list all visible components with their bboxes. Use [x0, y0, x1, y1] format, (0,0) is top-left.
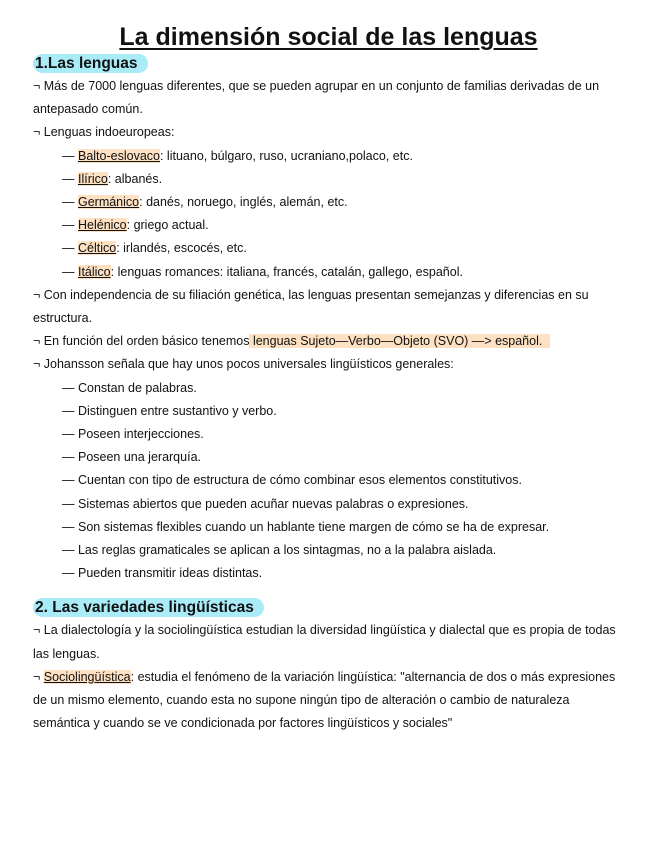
page-title: La dimensión social de las lenguas [119, 23, 538, 51]
paragraph-indoeuropean-label: ¬ Lenguas indoeuropeas: [33, 125, 175, 140]
paragraph-dialectology: ¬ La dialectología y la sociolingüística estudian la diversidad lingüística y dialectal que es propia de todas las lenguas. [33, 623, 616, 661]
family-term: Ilírico [77, 171, 108, 186]
family-term: Balto-eslovaco [77, 148, 160, 163]
family-term: Germánico [77, 195, 140, 210]
list-item: — Las reglas gramaticales se aplican a los sintagmas, no a la palabra aislada. [62, 539, 624, 562]
list-item: — Poseen interjecciones. [62, 423, 624, 446]
list-item: — Constan de palabras. [62, 377, 624, 400]
paragraph-intro: ¬ Más de 7000 lenguas diferentes, que se pueden agrupar en un conjunto de familias derivadas de un antepasado común. [33, 79, 600, 117]
highlight-svo: lenguas Sujeto—Verbo—Objeto (SVO) —> español. [249, 334, 550, 348]
paragraph-order: ¬ En función del orden básico tenemos lenguas Sujeto—Verbo—Objeto (SVO) —> español. [33, 330, 624, 353]
paragraph-johansson: ¬ Johansson señala que hay unos pocos universales lingüísticos generales: [33, 357, 454, 372]
list-item: — Pueden transmitir ideas distintas. [62, 562, 624, 585]
list-item: — Germánico: danés, noruego, inglés, alemán, etc. [62, 191, 624, 214]
family-list [33, 145, 624, 284]
list-item: — Poseen una jerarquía. [62, 446, 624, 469]
family-term: Itálico [77, 264, 111, 279]
list-item: — Ilírico: albanés. [62, 168, 624, 191]
family-term: Helénico [77, 218, 127, 233]
section-heading-1: 1.Las lenguas [33, 53, 624, 75]
paragraph-sociolinguistics: ¬ Sociolingüística: estudia el fenómeno de la variación lingüística: "alternancia de dos o más expresiones de un mismo elemento, cuando esta no supone ningún tipo de alteración o cambio de naturaleza semántica y cuando se ve condicionada por factores lingüísticos y sociales" [33, 669, 616, 731]
universals-list [33, 377, 624, 586]
section-heading-2: 2. Las variedades lingüísticas [33, 597, 624, 619]
list-item: — Itálico: lenguas romances: italiana, francés, catalán, gallego, español. [62, 261, 624, 284]
list-item: — Son sistemas flexibles cuando un hablante tiene margen de cómo se ha de expresar. [62, 516, 624, 539]
list-item: — Helénico: griego actual. [62, 214, 624, 237]
family-term: Céltico [77, 241, 117, 256]
paragraph-independence: ¬ Con independencia de su filiación genética, las lenguas presentan semejanzas y diferencias en su estructura. [33, 287, 589, 326]
list-item: — Distinguen entre sustantivo y verbo. [62, 400, 624, 423]
list-item: — Cuentan con tipo de estructura de cómo combinar esos elementos constitutivos. [62, 469, 624, 492]
sociolinguistics-term: Sociolingüística [43, 669, 131, 684]
list-item: — Céltico: irlandés, escocés, etc. [62, 237, 624, 260]
list-item: — Sistemas abiertos que pueden acuñar nuevas palabras o expresiones. [62, 493, 624, 516]
list-item: — Balto-eslovaco: lituano, búlgaro, ruso, ucraniano,polaco, etc. [62, 145, 624, 168]
